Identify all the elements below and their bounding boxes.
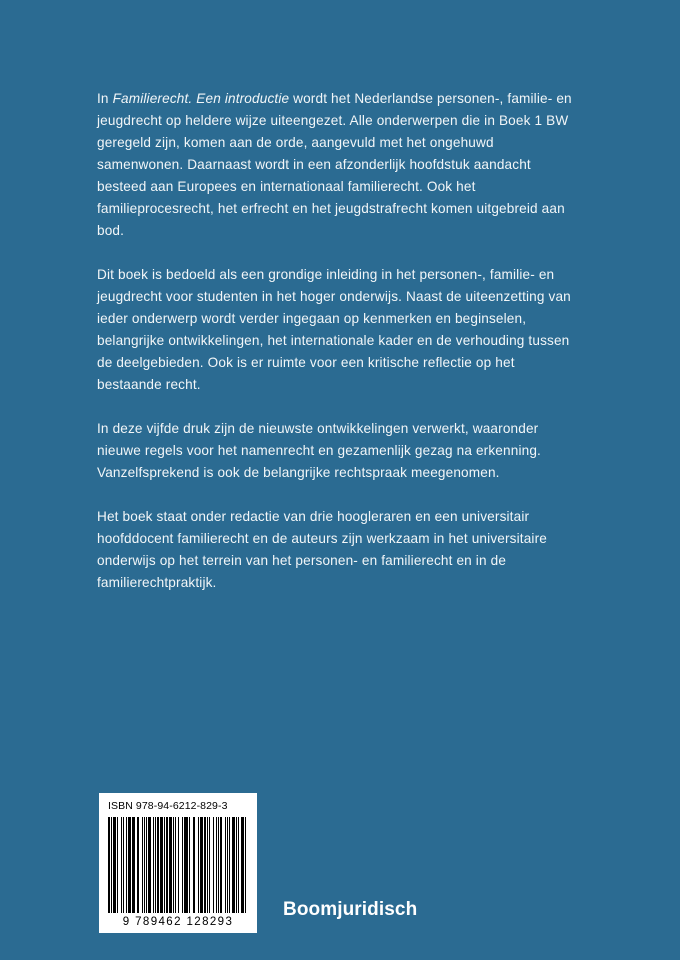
barcode-bars-icon [108,817,248,913]
blurb-paragraph-2: Dit boek is bedoeld als een grondige inleiding in het personen-, familie- en jeugdrecht voor studenten in het hoger onderwijs. Naast de uiteenzetting van ieder onderwerp wordt verder ingegaan op kenmerken en beginselen, belangrijke ontwikkelingen, het internationale kader en de verhouding tussen de deelgebieden. Ook is er ruimte voor een kritische reflectie op het bestaande recht. [97,267,571,393]
isbn-label: ISBN 978-94-6212-829-3 [108,800,228,812]
publisher-logo: Boomjuridisch [283,899,418,920]
blurb-paragraph-3: In deze vijfde druk zijn de nieuwste ontwikkelingen verwerkt, waaronder nieuwe regels voor het namenrecht en gezamenlijk gezag na erkenning. Vanzelfsprekend is ook de belangrijke rechtspraak meegenomen. [97,421,541,481]
book-title-italic: Familierecht. Een introductie [112,91,290,106]
blurb-paragraph-1: In Familierecht. Een introductie wordt het Nederlandse personen-, familie- en jeugdrecht op heldere wijze uiteengezet. Alle onderwerpen die in Boek 1 BW geregeld zijn, komen aan de orde, aangevuld met het ongehuwd samenwonen. Daarnaast wordt in een afzonderlijk hoofdstuk aandacht besteed aan Europees en internationaal familierecht. Ook het familieprocesrecht, het erfrecht en het jeugdstrafrecht komen uitgebreid aan bod. [97,91,572,239]
blurb-paragraph-4: Het boek staat onder redactie van drie hoogleraren en een universitair hoofddocent familierecht en de auteurs zijn werkzaam in het universitaire onderwijs op het terrein van het personen- en familierecht en in de familierechtpraktijk. [97,509,547,591]
blurb-text-block [97,88,577,594]
barcode-block [99,793,257,933]
barcode-digits: 9 789462 128293 [122,916,234,928]
